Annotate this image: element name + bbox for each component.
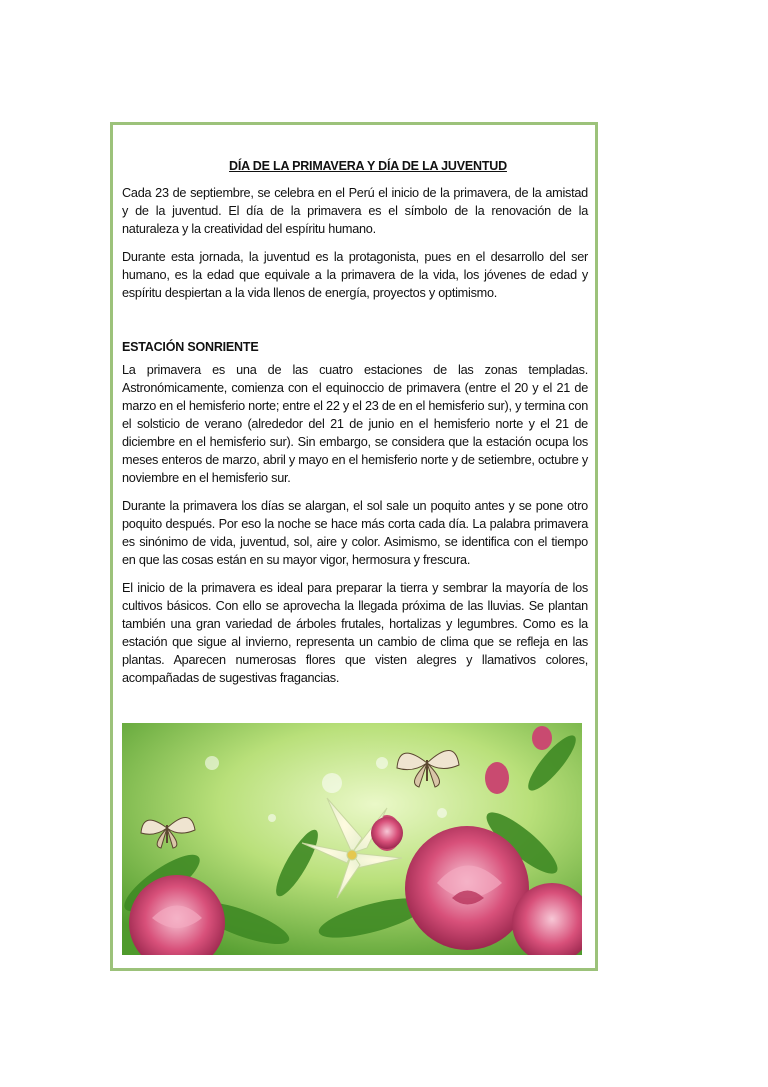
section-heading: ESTACIÓN SONRIENTE bbox=[122, 340, 259, 354]
document-frame bbox=[110, 122, 598, 971]
document-body bbox=[122, 125, 588, 697]
intro-paragraph-2: Durante esta jornada, la juventud es la protagonista, pues en el desarrollo del ser humano, es la edad que equivale a la primavera de la vida, los jóvenes de edad y espíritu despiertan a la vida llenos de energía, proyectos y optimismo. bbox=[122, 250, 588, 300]
section-paragraph-1: La primavera es una de las cuatro estaciones de las zonas templadas. Astronómicamente, comienza con el equinoccio de primavera (entre el 20 y el 21 de marzo en el hemisferio norte; entre el 22 y el 23 de en el hemisferio sur), y termina con el solsticio de verano (alrededor del 21 de junio en el hemisferio norte y el 21 de diciembre en el hemisferio sur). Sin embargo, se considera que la estación ocupa los meses enteros de marzo, abril y mayo en el hemisferio norte y de setiembre, octubre y noviembre en el hemisferio sur. bbox=[122, 363, 588, 485]
section-paragraph-2: Durante la primavera los días se alargan, el sol sale un poquito antes y se pone otro poquito después. Por eso la noche se hace más corta cada día. La palabra primavera es sinónimo de vida, juventud, sol, aire y color. Asimismo, se identifica con el tiempo en que las cosas están en su mayor vigor, hermosura y frescura. bbox=[122, 499, 588, 567]
section-paragraph-3: El inicio de la primavera es ideal para preparar la tierra y sembrar la mayoría de los cultivos básicos. Con ello se aprovecha la llegada próxima de las lluvias. Se plantan también una gran variedad de árboles frutales, hortalizas y legumbres. Como es la estación que sigue al invierno, representa un cambio de clima que se refleja en las plantas. Aparecen numerosas flores que visten alegres y llamativos colores, acompañadas de sugestivas fragancias. bbox=[122, 581, 588, 685]
spring-flowers-illustration bbox=[122, 723, 582, 955]
intro-paragraph-1: Cada 23 de septiembre, se celebra en el Perú el inicio de la primavera, de la amistad y de la juventud. El día de la primavera es el símbolo de la renovación de la naturaleza y la creatividad del espíritu humano. bbox=[122, 186, 588, 236]
document-title: DÍA DE LA PRIMAVERA Y DÍA DE LA JUVENTUD bbox=[229, 159, 507, 173]
